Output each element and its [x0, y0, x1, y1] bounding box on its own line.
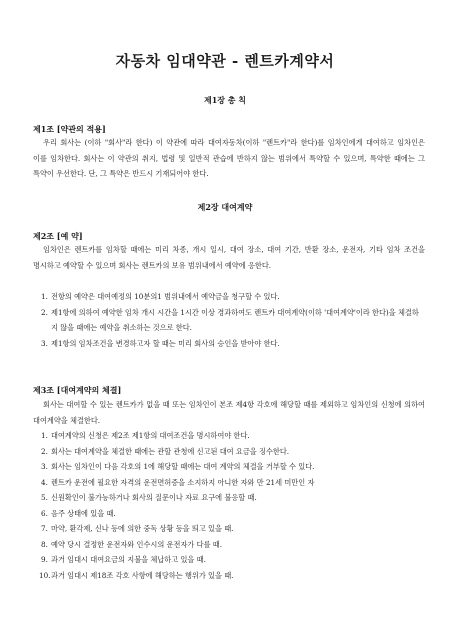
item-number: 7. [41, 524, 48, 533]
item-text: 회사는 임차인이 다음 각호의 1에 해당할 때에는 대여 계약의 체결을 거부할 수 있다. [51, 462, 315, 471]
list-item [33, 459, 425, 475]
list-item [33, 475, 425, 491]
item-number: 1. [41, 431, 48, 440]
item-number: 2. [41, 307, 48, 317]
list-item [33, 289, 425, 305]
item-text: 대여계약의 신청은 제2조 제1항의 대여조건을 명시하여야 한다. [51, 431, 250, 440]
list-item [33, 521, 425, 537]
list-item [33, 506, 425, 522]
list-item [33, 428, 425, 444]
item-text: 제1항에 의하여 예약한 임차 개시 시간을 1시간 이상 경과하여도 렌트카 대여계약(이하 '대여계약'이라 한다)을 체결하지 않을 때에는 예약을 취소하는 것으로 한다. [51, 307, 419, 332]
item-number: 8. [41, 539, 48, 549]
item-text: 과거 임대시 제18조 각호 사항에 해당하는 행위가 있을 때. [51, 570, 234, 580]
chapter-1-heading: 제1장 총 칙 [203, 95, 247, 105]
item-text: 신원확인이 불가능하거나 회사의 질문이나 자료 요구에 불응할 때. [51, 493, 257, 502]
list-item [33, 552, 425, 568]
list-item [33, 336, 425, 352]
item-text: 렌트카 운전에 필요한 자격의 운전면허증을 소지하지 아니한 자와 만 21세 미만인 자 [51, 477, 315, 487]
item-text: 마약, 환각제, 신나 등에 의한 중독 상황 등을 띄고 있을 때. [51, 524, 234, 533]
item-text: 제1항의 임차조건을 변경하고자 할 때는 미리 회사의 승인을 받아야 한다. [51, 338, 280, 348]
item-text: 회사는 대여계약을 체결한 때에는 관할 관청에 신고된 대여 요금을 징수한다. [51, 446, 290, 456]
list-item [33, 537, 425, 553]
article-2-list [33, 289, 425, 351]
item-number: 2. [41, 446, 48, 456]
item-number: 10. [39, 570, 51, 580]
article-3-text: 회사는 대여할 수 있는 렌트카가 없을 때 또는 임차인이 본조 제4항 각호에 해당할 때를 제외하고 임차인의 신청에 의하여 대여계약을 체결한다. [33, 400, 425, 425]
list-item [33, 444, 425, 460]
item-text: 음주 상태에 있을 때. [51, 508, 116, 518]
item-text: 전항의 예약은 대여예정의 10분의1 범위내에서 예약금을 청구할 수 있다. [51, 292, 280, 301]
list-item [33, 568, 425, 584]
item-text: 과거 임대시 대여요금의 지불을 체납하고 있을 때. [51, 555, 206, 564]
item-number: 5. [41, 493, 48, 502]
article-3-list [33, 428, 425, 583]
article-3-title: 제3조 [대여계약의 체결] [33, 385, 122, 395]
article-2-title: 제2조 [예 약] [33, 231, 83, 241]
item-number: 4. [41, 477, 48, 487]
item-number: 1. [41, 292, 48, 301]
item-number: 6. [41, 508, 48, 518]
item-text: 예약 당시 결정한 운전자와 인수시의 운전자가 다를 때. [51, 539, 223, 549]
item-number: 9. [41, 555, 48, 564]
item-number: 3. [41, 462, 48, 471]
article-1-title: 제1조 [약관의 적용] [33, 124, 106, 134]
item-number: 3. [41, 338, 48, 348]
chapter-2-heading: 제2장 대여계약 [197, 202, 253, 212]
document-title: 자동차 임대약관 - 렌트카계약서 [115, 52, 335, 70]
list-item [33, 490, 425, 506]
article-1-text: 우리 회사는 (이하 "회사"라 한다) 이 약관에 따라 대여자동차(이하 "렌트카"라 한다)를 임차인에게 대여하고 임차인은 이를 임차한다. 회사는 이 약관의 취지, 법령 및 일반적 관습에 반하지 않는 범위에서 특약할 수 있으며, 특약한 때에는 그 특약이 우선한다. 단, 그 특약은 반드시 기재되어야 한다. [33, 138, 425, 178]
list-item [33, 305, 425, 336]
article-2-text: 임차인은 렌트카를 임차할 때에는 미리 차종, 개시 일시, 대여 장소, 대여 기간, 반환 장소, 운전자, 기타 임차 조건을 명시하고 예약할 수 있으며 회사는 렌트카의 보유 범위내에서 예약에 응한다. [33, 245, 425, 270]
